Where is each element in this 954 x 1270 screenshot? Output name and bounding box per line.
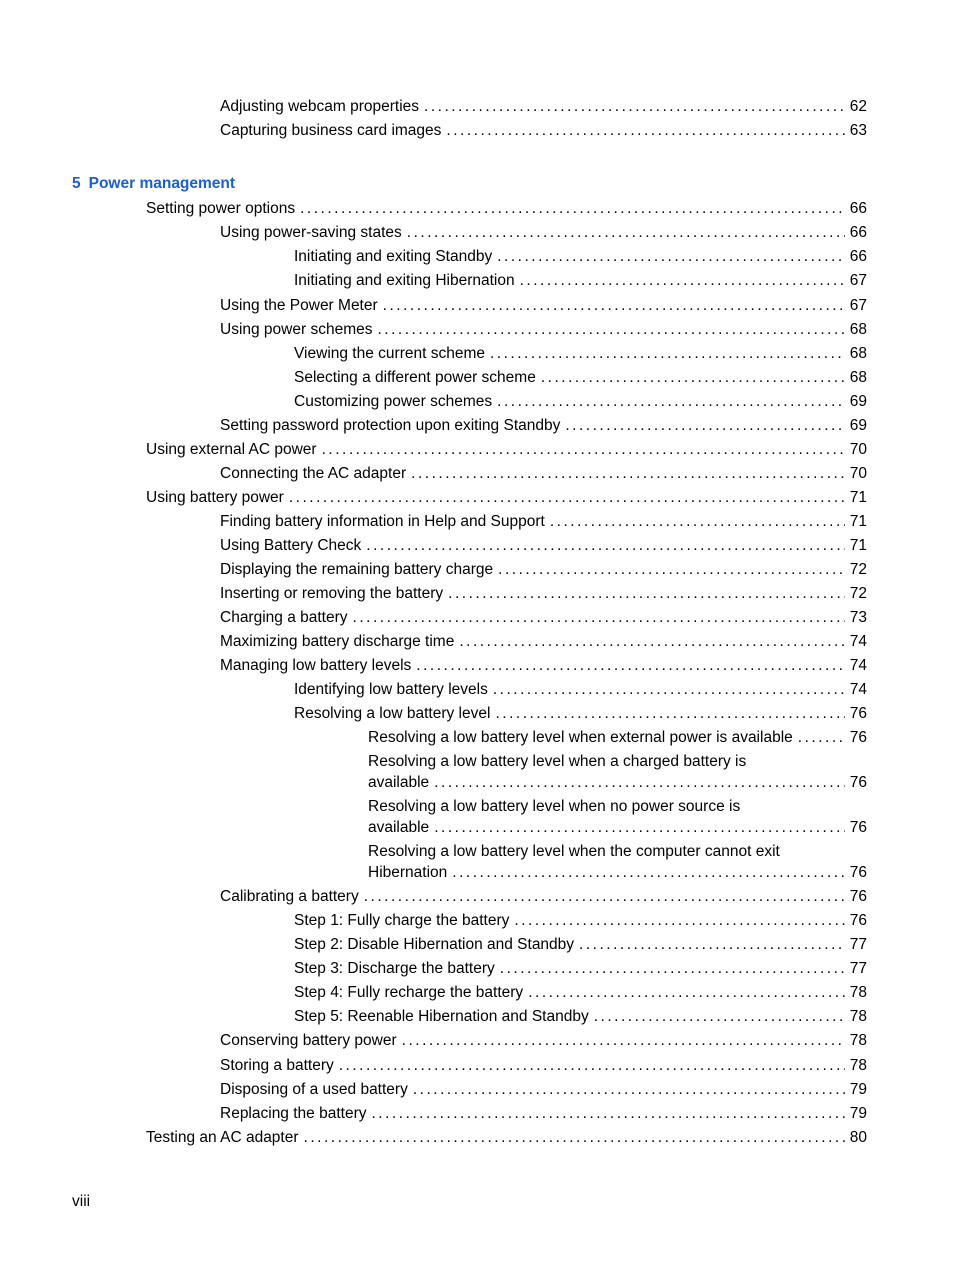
- toc-entry-page: 69: [849, 393, 867, 410]
- toc-entry[interactable]: [146, 198, 867, 219]
- toc-entry[interactable]: [368, 841, 867, 883]
- toc-entry-page: 77: [849, 936, 867, 953]
- toc-entry[interactable]: [220, 655, 867, 676]
- toc-entry[interactable]: [220, 96, 867, 117]
- toc-entry-page: 76: [849, 705, 867, 722]
- dot-leader: [364, 886, 845, 907]
- toc-entry[interactable]: [220, 1055, 867, 1076]
- page-number-label: viii: [72, 1193, 91, 1210]
- toc-entry[interactable]: [368, 751, 867, 793]
- toc-entry-page: 63: [849, 122, 867, 139]
- toc-entry-title: Step 4: Fully recharge the battery: [294, 984, 524, 1001]
- toc-entry[interactable]: [220, 559, 867, 580]
- dot-leader: [339, 1055, 845, 1076]
- toc-entry-title: Setting power options: [146, 200, 296, 217]
- toc-entry-page: 68: [849, 321, 867, 338]
- toc-entry-title: Conserving battery power: [220, 1032, 397, 1049]
- toc-entry[interactable]: [294, 679, 867, 700]
- dot-leader: [579, 934, 845, 955]
- toc-entry-page: 66: [849, 224, 867, 241]
- toc-entry[interactable]: [294, 934, 867, 955]
- dot-leader: [322, 439, 845, 460]
- toc-entry-page: 69: [849, 417, 867, 434]
- toc-entry[interactable]: [220, 607, 867, 628]
- toc-entry[interactable]: [294, 367, 867, 388]
- toc-entry[interactable]: [220, 535, 867, 556]
- toc-entry[interactable]: [220, 120, 867, 141]
- toc-entry-page: 79: [849, 1081, 867, 1098]
- toc-entry-title: Using Battery Check: [220, 537, 362, 554]
- dot-leader: [411, 463, 845, 484]
- dot-leader: [493, 679, 845, 700]
- toc-entry-title: Step 1: Fully charge the battery: [294, 912, 510, 929]
- toc-entry-title: Using external AC power: [146, 441, 317, 458]
- toc-entry-title: Testing an AC adapter: [146, 1129, 299, 1146]
- dot-leader: [300, 198, 845, 219]
- toc-entry[interactable]: [220, 463, 867, 484]
- dot-leader: [565, 415, 844, 436]
- dot-leader: [434, 817, 845, 838]
- toc-entry-page: 80: [849, 1129, 867, 1146]
- chapter-title: Power management: [88, 175, 236, 192]
- toc-entry-title: Initiating and exiting Standby: [294, 248, 493, 265]
- toc-entry-page: 71: [849, 513, 867, 530]
- toc-entry-page: 67: [849, 297, 867, 314]
- toc-entry-title: Adjusting webcam properties: [220, 98, 420, 115]
- chapter-heading[interactable]: [72, 173, 235, 194]
- dot-leader: [448, 583, 845, 604]
- dot-leader: [541, 367, 845, 388]
- dot-leader: [407, 222, 845, 243]
- toc-entry-page: 78: [849, 984, 867, 1001]
- toc-entry-title: available: [368, 819, 430, 836]
- toc-entry-title-line1: Resolving a low battery level when a charged battery is: [368, 753, 747, 770]
- toc-entry-title: Calibrating a battery: [220, 888, 359, 905]
- dot-leader: [366, 535, 844, 556]
- dot-leader: [497, 391, 845, 412]
- toc-entry-title: available: [368, 774, 430, 791]
- toc-entry-title: Using power schemes: [220, 321, 373, 338]
- toc-entry[interactable]: [220, 1030, 867, 1051]
- toc-entry-title: Initiating and exiting Hibernation: [294, 272, 515, 289]
- dot-leader: [371, 1103, 844, 1124]
- dot-leader: [424, 96, 845, 117]
- toc-entry[interactable]: [220, 583, 867, 604]
- dot-leader: [413, 1079, 845, 1100]
- toc-entry-title: Resolving a low battery level: [294, 705, 491, 722]
- dot-leader: [528, 982, 845, 1003]
- toc-entry-title: Using the Power Meter: [220, 297, 378, 314]
- toc-entry-title: Inserting or removing the battery: [220, 585, 444, 602]
- toc-entry-page: 77: [849, 960, 867, 977]
- toc-entry-title: Selecting a different power scheme: [294, 369, 536, 386]
- toc-entry[interactable]: [294, 910, 867, 931]
- toc-entry-title: Using power-saving states: [220, 224, 402, 241]
- toc-entry[interactable]: [146, 439, 867, 460]
- dot-leader: [434, 772, 845, 793]
- toc-entry[interactable]: [368, 796, 867, 838]
- dot-leader: [550, 511, 845, 532]
- toc-entry-title: Connecting the AC adapter: [220, 465, 407, 482]
- dot-leader: [497, 246, 845, 267]
- toc-entry-page: 78: [849, 1008, 867, 1025]
- toc-entry[interactable]: [294, 391, 867, 412]
- toc-entry-page: 66: [849, 248, 867, 265]
- toc-entry[interactable]: [294, 246, 867, 267]
- toc-entry-title: Finding battery information in Help and Support: [220, 513, 545, 530]
- toc-entry-page: 71: [849, 489, 867, 506]
- toc-entry-title: Resolving a low battery level when external power is available: [368, 729, 793, 746]
- toc-entry-title: Capturing business card images: [220, 122, 442, 139]
- toc-entry-title-line1: Resolving a low battery level when no power source is: [368, 798, 741, 815]
- toc-entry-title: Displaying the remaining battery charge: [220, 561, 494, 578]
- chapter-number: 5: [72, 175, 81, 192]
- dot-leader: [798, 727, 845, 748]
- toc-entry[interactable]: [294, 958, 867, 979]
- toc-entry-title: Viewing the current scheme: [294, 345, 485, 362]
- dot-leader: [452, 862, 844, 883]
- toc-entry-page: 70: [849, 441, 867, 458]
- toc-entry-title: Step 2: Disable Hibernation and Standby: [294, 936, 575, 953]
- toc-entry-title: Setting password protection upon exiting Standby: [220, 417, 561, 434]
- toc-entry-page: 76: [849, 774, 867, 791]
- toc-entry-title: Step 3: Discharge the battery: [294, 960, 495, 977]
- toc-entry[interactable]: [220, 1103, 867, 1124]
- toc-entry[interactable]: [220, 511, 867, 532]
- toc-entry-page: 70: [849, 465, 867, 482]
- dot-leader: [289, 487, 845, 508]
- toc-entry-title: Storing a battery: [220, 1057, 334, 1074]
- toc-entry-title: Identifying low battery levels: [294, 681, 488, 698]
- toc-entry-page: 78: [849, 1032, 867, 1049]
- toc-entry[interactable]: [368, 727, 867, 748]
- dot-leader: [500, 958, 845, 979]
- toc-entry[interactable]: [294, 343, 867, 364]
- toc-entry-title: Managing low battery levels: [220, 657, 412, 674]
- toc-entry-page: 72: [849, 561, 867, 578]
- toc-entry[interactable]: [220, 1079, 867, 1100]
- toc-entry-title: Disposing of a used battery: [220, 1081, 408, 1098]
- dot-leader: [416, 655, 844, 676]
- dot-leader: [594, 1006, 845, 1027]
- dot-leader: [377, 319, 844, 340]
- toc-entry-title-line1: Resolving a low battery level when the computer cannot exit: [368, 843, 780, 860]
- toc-entry[interactable]: [220, 222, 867, 243]
- toc-entry[interactable]: [220, 886, 867, 907]
- toc-entry-title: Replacing the battery: [220, 1105, 367, 1122]
- toc-entry[interactable]: [294, 703, 867, 724]
- toc-entry[interactable]: [146, 1127, 867, 1148]
- toc-entry-page: 74: [849, 633, 867, 650]
- toc-entry-page: 66: [849, 200, 867, 217]
- dot-leader: [353, 607, 845, 628]
- dot-leader: [304, 1127, 845, 1148]
- toc-entry-title: Maximizing battery discharge time: [220, 633, 455, 650]
- toc-entry-page: 68: [849, 369, 867, 386]
- toc-entry-page: 74: [849, 657, 867, 674]
- dot-leader: [495, 703, 844, 724]
- toc-entry-page: 79: [849, 1105, 867, 1122]
- dot-leader: [514, 910, 844, 931]
- toc-entry-page: 68: [849, 345, 867, 362]
- toc-entry-page: 67: [849, 272, 867, 289]
- toc-entry-page: 76: [849, 912, 867, 929]
- toc-entry[interactable]: [220, 319, 867, 340]
- toc-entry-title: Charging a battery: [220, 609, 348, 626]
- toc-entry[interactable]: [146, 487, 867, 508]
- dot-leader: [498, 559, 845, 580]
- toc-entry-title: Using battery power: [146, 489, 284, 506]
- dot-leader: [446, 120, 844, 141]
- toc-entry-title: Customizing power schemes: [294, 393, 493, 410]
- toc-entry-page: 72: [849, 585, 867, 602]
- toc-entry[interactable]: [294, 982, 867, 1003]
- toc-entry-page: 74: [849, 681, 867, 698]
- toc-entry[interactable]: [294, 270, 867, 291]
- dot-leader: [490, 343, 845, 364]
- toc-entry[interactable]: [220, 295, 867, 316]
- dot-leader: [459, 631, 844, 652]
- toc-entry-page: 71: [849, 537, 867, 554]
- dot-leader: [383, 295, 845, 316]
- toc-entry[interactable]: [220, 415, 867, 436]
- toc-entry-title: Hibernation: [368, 864, 448, 881]
- toc-entry-page: 62: [849, 98, 867, 115]
- toc-entry-page: 78: [849, 1057, 867, 1074]
- toc-entry-page: 76: [849, 729, 867, 746]
- toc-entry-page: 76: [849, 864, 867, 881]
- toc-entry[interactable]: [294, 1006, 867, 1027]
- toc-entry-page: 76: [849, 888, 867, 905]
- toc-entry[interactable]: [220, 631, 867, 652]
- dot-leader: [402, 1030, 845, 1051]
- toc-entry-page: 73: [849, 609, 867, 626]
- toc-entry-page: 76: [849, 819, 867, 836]
- dot-leader: [520, 270, 845, 291]
- toc-entry-title: Step 5: Reenable Hibernation and Standby: [294, 1008, 589, 1025]
